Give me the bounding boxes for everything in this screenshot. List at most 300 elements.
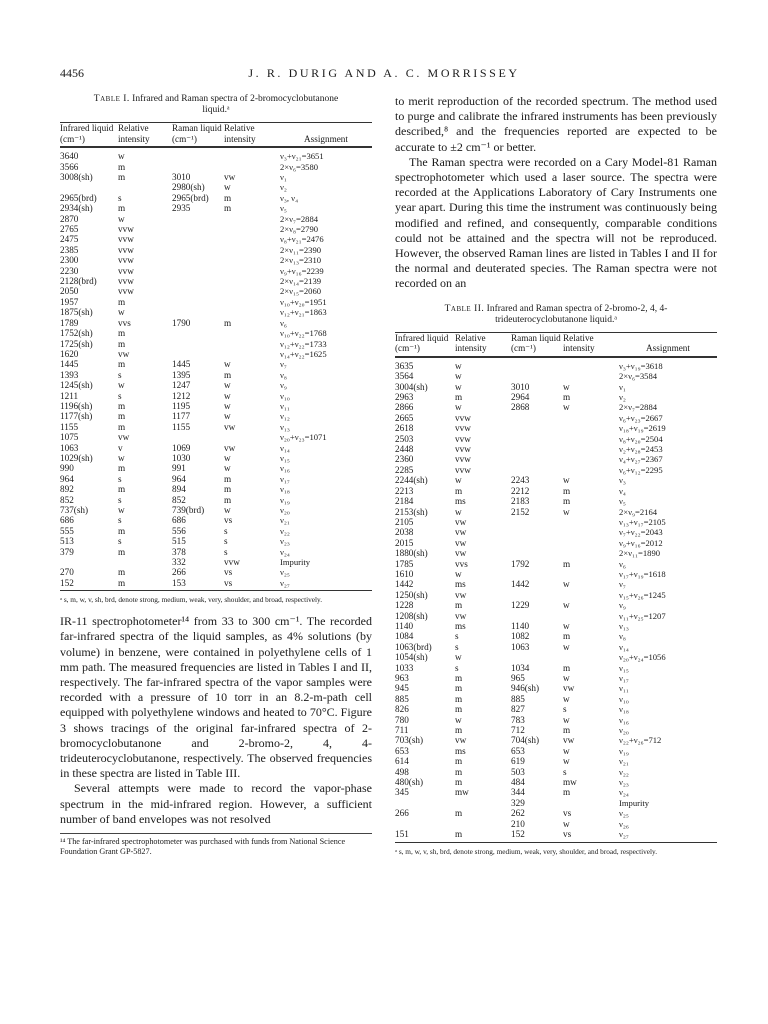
table-row <box>60 557 372 567</box>
table-cell: 737(sh) <box>60 505 89 515</box>
table-row <box>60 380 372 390</box>
table-cell: s <box>118 473 122 484</box>
table-cell: 2980(sh) <box>172 182 205 193</box>
table1-col-header: Relative intensity <box>118 123 150 144</box>
table-cell: 2503 <box>395 433 414 444</box>
table-cell: 2153(sh) <box>395 506 428 517</box>
table-cell <box>172 266 224 276</box>
table-cell: ν₁₅ <box>619 662 629 673</box>
table-cell: 2152 <box>511 506 530 517</box>
table-cell: 2×ν₆=3580 <box>280 161 319 172</box>
table-cell <box>511 590 563 600</box>
table-cell: m <box>455 777 463 788</box>
table-cell <box>224 307 280 317</box>
table-cell: ν₁₃+ν₁₇=2105 <box>619 516 666 527</box>
table-cell: 946(sh) <box>511 683 540 694</box>
table-cell <box>172 162 224 172</box>
table-cell: ν₈ <box>619 631 626 642</box>
table-row <box>60 328 372 338</box>
table-cell: 555 <box>60 525 74 536</box>
table-cell: 498 <box>395 766 409 777</box>
table-cell: m <box>563 787 571 798</box>
table2 <box>395 332 717 840</box>
table-cell: 378 <box>172 546 186 557</box>
table-cell: 1229 <box>511 600 530 611</box>
table-row <box>395 382 717 392</box>
table-cell: s <box>118 515 122 526</box>
table-cell: ν₂₂+ν₂₆=712 <box>619 735 662 746</box>
table-cell: 2965(brd) <box>60 192 97 203</box>
table-cell: m <box>455 683 463 694</box>
table-row <box>60 422 372 432</box>
table-row <box>60 234 372 244</box>
table-cell: 1247 <box>172 380 191 391</box>
table-cell: 2870 <box>60 213 79 224</box>
table-cell: 484 <box>511 777 525 788</box>
table-cell <box>563 569 619 579</box>
table-cell: w <box>563 506 570 517</box>
table-cell <box>563 434 619 444</box>
table-cell: w <box>118 452 125 463</box>
table-cell: Impurity <box>619 797 650 808</box>
table-cell <box>224 349 280 359</box>
table-cell <box>224 328 280 338</box>
table-cell <box>563 454 619 464</box>
table-cell: m <box>563 662 571 673</box>
table-row <box>395 808 717 818</box>
table-cell: ν₂₀ <box>619 725 629 736</box>
table-cell: w <box>118 380 125 391</box>
table-cell: 1195 <box>172 400 191 411</box>
table1-label: Table I. <box>93 94 130 104</box>
table-row <box>395 434 717 444</box>
table-cell: 1033 <box>395 662 414 673</box>
table-cell <box>511 465 563 475</box>
table-cell: mw <box>563 777 577 788</box>
table1-col-header: Assignment <box>304 133 348 144</box>
table-cell: 1957 <box>60 296 79 307</box>
table-cell: 852 <box>60 494 74 505</box>
table-row <box>395 444 717 454</box>
table-cell <box>172 245 224 255</box>
table-cell <box>511 454 563 464</box>
table-cell <box>60 557 118 567</box>
table-row <box>395 507 717 517</box>
table-cell <box>224 432 280 442</box>
table-cell: 2212 <box>511 485 530 496</box>
table-cell <box>511 357 563 371</box>
table-cell <box>511 371 563 381</box>
table-cell: m <box>118 546 126 557</box>
table-cell: ν₁₈ <box>280 484 290 495</box>
table2-col-header: Infrared liquid (cm⁻¹) <box>395 332 449 354</box>
table-cell <box>118 182 172 192</box>
table-cell: ν₈+ν₂₁=2476 <box>280 234 324 245</box>
table-cell: 556 <box>172 525 186 536</box>
running-head: J. R. DURIG AND A. C. MORRISSEY <box>248 66 520 80</box>
table-row <box>395 527 717 537</box>
table-cell <box>224 255 280 265</box>
table-cell: w <box>563 714 570 725</box>
table-row <box>395 777 717 787</box>
table-cell: 852 <box>172 494 186 505</box>
table-cell: 1228 <box>395 600 414 611</box>
table-cell: ν₂₀ <box>280 505 290 515</box>
table-cell: w <box>563 579 570 590</box>
table-cell: ν₁₇ <box>280 473 290 484</box>
table-cell: 1211 <box>60 390 79 401</box>
table-row <box>60 224 372 234</box>
table-cell: ν₁₁+ν₂₅=1207 <box>619 610 666 621</box>
table-cell: ν₁₁ <box>280 400 290 411</box>
table-cell: vvw <box>455 412 471 423</box>
table-cell: 1196(sh) <box>60 400 93 411</box>
table-cell: ν₁₃ <box>619 620 629 631</box>
table-cell: 653 <box>395 745 409 756</box>
table-cell: 3008(sh) <box>60 172 93 182</box>
table-cell: 827 <box>511 704 525 715</box>
table-cell: 3566 <box>60 161 79 172</box>
table-cell: ν₁₈ <box>619 704 629 715</box>
table-row <box>395 704 717 714</box>
table-cell: ν₉+ν₁₆=2012 <box>619 537 663 548</box>
table-cell: m <box>118 359 126 370</box>
table-cell <box>563 444 619 454</box>
table-cell: m <box>118 577 126 588</box>
table-cell: ms <box>455 579 466 590</box>
table-cell <box>511 517 563 527</box>
table-cell: 2934(sh) <box>60 203 93 214</box>
table-cell: s <box>118 192 122 203</box>
table-cell: vw <box>455 548 467 559</box>
table-cell: 783 <box>511 714 525 725</box>
table-cell <box>172 147 224 161</box>
table-cell: ν₆ <box>280 317 287 328</box>
table-cell: 262 <box>511 808 525 819</box>
table-cell: ν₁₅ <box>280 452 290 463</box>
table-row <box>60 526 372 536</box>
table-cell: m <box>455 766 463 777</box>
table-cell: 964 <box>60 473 74 484</box>
table-cell: ν₂₃ <box>280 536 290 547</box>
right-paragraph: The Raman spectra were recorded on a Cary Model-81 Raman spectrophotometer which used a laser source. The spectra were recorded at the Applications Laboratory of Cary Instruments one year apart. During this time the instrument was continuously being modified and refined, and consequently, comparable conditions could not be attained and the spectra will not be reproduced. However, the observed Raman lines are listed in Tables I and II for the normal and deuterated species. The Raman spectra were not recorded on an <box>395 154 717 291</box>
table-cell: 1393 <box>60 369 79 380</box>
table-cell <box>511 538 563 548</box>
table-cell: 2963 <box>395 392 414 403</box>
table-row <box>60 495 372 505</box>
table-cell: w <box>455 714 462 725</box>
table-cell: vw <box>455 516 467 527</box>
table-cell: w <box>563 402 570 413</box>
table-cell: 2×ν₈=2790 <box>280 224 319 235</box>
table2-footnote: ᵃ s, m, w, v, sh, brd, denote strong, medium, weak, very, shoulder, and broad, respectively. <box>395 846 658 856</box>
table-row <box>60 318 372 328</box>
table2-caption <box>395 304 717 326</box>
table-cell: 2935 <box>172 203 191 214</box>
table-cell: 153 <box>172 577 186 588</box>
table-cell: 990 <box>60 463 74 474</box>
table-cell: w <box>455 371 462 382</box>
table-cell: ν₂₄ <box>280 546 290 557</box>
table-cell: m <box>224 317 232 328</box>
table-row <box>395 538 717 548</box>
table-cell: ν₁₄ <box>280 442 290 453</box>
table-cell <box>511 611 563 621</box>
table-cell: vw <box>224 172 236 182</box>
table-cell: vs <box>224 515 233 526</box>
table-cell: m <box>563 496 571 507</box>
table-cell: 1245(sh) <box>60 380 93 391</box>
table-row <box>60 193 372 203</box>
table-cell: 1442 <box>511 579 530 590</box>
table-cell: vw <box>455 527 467 538</box>
table-cell: ν₆+ν₁₂=2295 <box>619 464 663 475</box>
table-row <box>395 486 717 496</box>
table-row <box>395 725 717 735</box>
table-row <box>60 515 372 525</box>
table-cell: ν₁ <box>280 172 287 182</box>
table-cell: 1155 <box>172 421 191 432</box>
table-cell: ν₁₂ <box>280 411 290 422</box>
table-cell: 266 <box>395 808 409 819</box>
table-cell: 1029(sh) <box>60 452 93 463</box>
table-cell: m <box>224 192 232 203</box>
table-cell: 2×ν₁₃=2310 <box>280 255 322 266</box>
table-cell: 2360 <box>395 454 414 465</box>
table-cell: 1785 <box>395 558 414 569</box>
left-column <box>60 94 372 857</box>
table-cell: 2×ν₁₁=2390 <box>280 244 322 255</box>
table-cell: 2765 <box>60 224 79 235</box>
table-row <box>395 756 717 766</box>
table-cell: m <box>455 673 463 684</box>
running-header <box>60 66 708 82</box>
table-row <box>395 652 717 662</box>
table-cell: 1395 <box>172 369 191 380</box>
table-cell <box>511 423 563 433</box>
table-cell: m <box>224 484 232 495</box>
table-cell: vw <box>455 610 467 621</box>
table-row <box>395 600 717 610</box>
table-cell: 1725(sh) <box>60 338 93 349</box>
table-cell: 1155 <box>60 421 79 432</box>
table-cell: 686 <box>172 515 186 526</box>
table-cell: 945 <box>395 683 409 694</box>
footnote-14: ¹⁴ The far-infrared spectrophotometer was purchased with funds from National Science Foundation Grant GP-5827. <box>60 833 372 857</box>
table-cell: m <box>118 567 126 578</box>
table-cell: w <box>224 505 231 515</box>
table-cell <box>172 432 224 442</box>
table2-title: Infrared and Raman spectra of 2-bromo-2, 4, 4-trideuterocyclobutanone liquid.ᵃ <box>486 303 668 325</box>
table-cell: 1790 <box>172 317 191 328</box>
table-cell: vs <box>563 808 572 819</box>
table-cell: 152 <box>60 577 74 588</box>
table-cell: m <box>455 756 463 767</box>
table-row <box>60 547 372 557</box>
table-cell: 826 <box>395 704 409 715</box>
table-row <box>395 517 717 527</box>
table-cell: s <box>563 704 567 715</box>
table-cell <box>563 465 619 475</box>
table-cell: 885 <box>395 693 409 704</box>
table-cell: 1084 <box>395 631 414 642</box>
table-cell: w <box>224 380 231 391</box>
table-cell: w <box>563 475 570 486</box>
table-row <box>395 767 717 777</box>
table-cell: w <box>563 600 570 611</box>
table-cell <box>172 276 224 286</box>
table-cell: 1212 <box>172 390 191 401</box>
table-cell: 2964 <box>511 392 530 403</box>
table-cell: 152 <box>511 829 525 840</box>
table-cell: 2105 <box>395 516 414 527</box>
table-cell: 894 <box>172 484 186 495</box>
table-cell: m <box>455 704 463 715</box>
table-cell: vs <box>224 567 233 578</box>
table-cell <box>172 224 224 234</box>
table-cell: ν₃, ν₄ <box>280 192 299 203</box>
table-row <box>395 569 717 579</box>
table-cell: 1880(sh) <box>395 548 428 559</box>
table-cell: w <box>563 620 570 631</box>
table-row <box>395 631 717 641</box>
table-row <box>395 735 717 745</box>
table-cell: 2183 <box>511 496 530 507</box>
table-row <box>395 454 717 464</box>
table-cell: w <box>563 693 570 704</box>
table-cell: 739(brd) <box>172 505 205 515</box>
table-cell: vvw <box>118 276 134 287</box>
table-cell: vs <box>563 829 572 840</box>
table-row <box>395 683 717 693</box>
table1-col-header: Relative intensity <box>224 123 256 144</box>
table-row <box>60 214 372 224</box>
table2-col-header: Relative intensity <box>455 332 487 354</box>
table-cell: 2015 <box>395 537 414 548</box>
table-cell: 2038 <box>395 527 414 538</box>
table-cell: ν₂₇ <box>619 829 629 840</box>
table-cell: 1063(brd) <box>395 641 432 652</box>
table-cell: 332 <box>172 557 186 568</box>
table-cell: 2665 <box>395 412 414 423</box>
table-row <box>60 297 372 307</box>
table-cell: 2965(brd) <box>172 192 209 203</box>
table-cell <box>511 444 563 454</box>
table1-bottom-rule <box>60 590 372 591</box>
table-cell: vvs <box>118 317 131 328</box>
table-cell <box>224 297 280 307</box>
table-cell: ν₂₁ <box>280 515 290 526</box>
table-cell: 344 <box>511 787 525 798</box>
table-cell: ν₃+ν₁₉=3618 <box>619 360 663 371</box>
table-cell: 266 <box>172 567 186 578</box>
table-cell: 1752(sh) <box>60 328 93 339</box>
table-cell <box>224 276 280 286</box>
table-cell: 965 <box>511 673 525 684</box>
table-cell: 2×ν₇=2884 <box>280 213 319 224</box>
table-cell: ν₁ <box>619 381 626 392</box>
table-cell: m <box>455 392 463 403</box>
table-cell: s <box>224 525 228 536</box>
table-cell: 2866 <box>395 402 414 413</box>
table-cell <box>455 798 511 808</box>
table-cell: m <box>455 829 463 840</box>
table1-header-row <box>60 123 372 148</box>
table1-caption <box>60 94 372 116</box>
table-row <box>60 474 372 484</box>
table-row <box>395 371 717 381</box>
table-cell: ν₁₃ <box>280 421 290 432</box>
table-row <box>60 505 372 515</box>
table-cell: ν₇+ν₂₂=2043 <box>619 527 663 538</box>
table2-col-header: Relative intensity <box>563 332 595 354</box>
table-cell <box>172 307 224 317</box>
table-cell: m <box>118 172 126 182</box>
table-row <box>395 590 717 600</box>
table-row <box>60 172 372 182</box>
table-cell <box>172 349 224 359</box>
table1-title: Infrared and Raman spectra of 2-bromocyclobutanone liquid.ᵃ <box>132 94 339 115</box>
table-cell: ν₂₆ <box>619 818 629 829</box>
table-row <box>60 182 372 192</box>
table-cell: 513 <box>60 536 74 547</box>
table-cell: vvw <box>455 433 471 444</box>
table-cell: ν₂₅ <box>619 808 629 819</box>
table-cell: w <box>224 390 231 401</box>
table-cell: s <box>563 766 567 777</box>
table-cell: m <box>224 473 232 484</box>
table-cell: 704(sh) <box>511 735 540 746</box>
table-cell: 1075 <box>60 432 79 443</box>
table-cell: vw <box>118 348 130 359</box>
table-cell: 2243 <box>511 475 530 486</box>
table1-col-header: Infrared liquid (cm⁻¹) <box>60 123 114 144</box>
table-cell: w <box>224 400 231 411</box>
table-cell: 1054(sh) <box>395 652 428 663</box>
table-row <box>60 307 372 317</box>
table-cell: s <box>455 641 459 652</box>
table-cell: 2618 <box>395 423 414 434</box>
table-cell <box>563 798 619 808</box>
table-cell <box>172 286 224 296</box>
table-row <box>60 359 372 369</box>
table-cell: vs <box>224 577 233 588</box>
table-row <box>60 578 372 588</box>
table-cell <box>511 569 563 579</box>
table-cell: 964 <box>172 473 186 484</box>
table-cell: 1792 <box>511 558 530 569</box>
page-number: 4456 <box>60 66 84 80</box>
table-row <box>395 423 717 433</box>
table-row <box>395 475 717 485</box>
table-cell: 2×ν₇=2884 <box>619 402 658 413</box>
table-cell: ν₁₀ <box>280 390 290 401</box>
table-row <box>60 339 372 349</box>
table-cell: w <box>563 673 570 684</box>
table-cell: 1875(sh) <box>60 307 93 318</box>
table-cell: 2184 <box>395 496 414 507</box>
table-cell: vvw <box>455 444 471 455</box>
table-cell: 614 <box>395 756 409 767</box>
table-cell: 1063 <box>511 641 530 652</box>
table-cell: m <box>224 203 232 214</box>
table-cell: m <box>455 600 463 611</box>
table-cell: ν₇ <box>280 359 287 370</box>
table-cell: 1445 <box>172 359 191 370</box>
table-cell: 885 <box>511 693 525 704</box>
table-cell: vw <box>455 735 467 746</box>
table-cell: vw <box>455 537 467 548</box>
